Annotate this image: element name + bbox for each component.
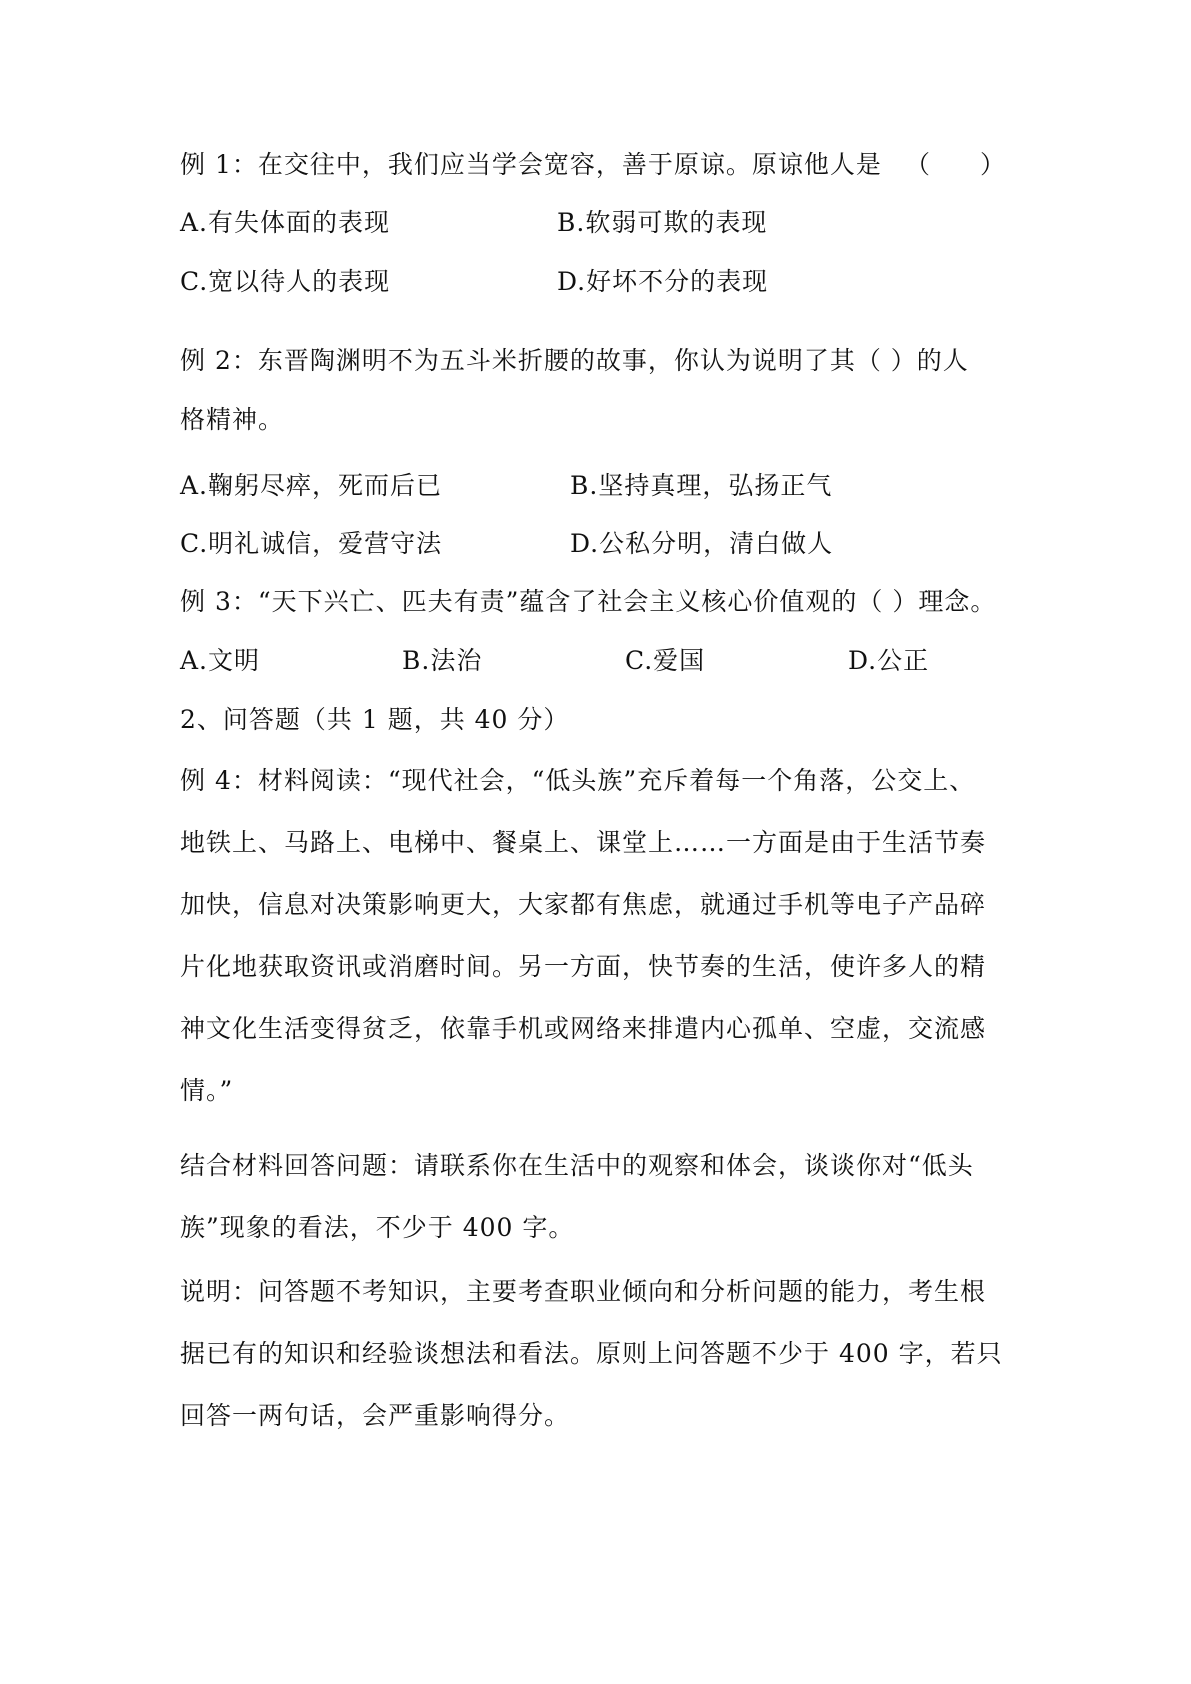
q2-option-c: C.明礼诚信，爱营守法 <box>180 529 443 558</box>
note-line: 说明：问答题不考知识，主要考查职业倾向和分析问题的能力，考生根 <box>180 1277 987 1306</box>
note-line: 回答一两句话，会严重影响得分。 <box>180 1401 571 1430</box>
q3-option-c: C.爱国 <box>625 646 706 675</box>
q1-option-c: C.宽以待人的表现 <box>180 267 391 296</box>
q4-question-line: 族”现象的看法，不少于 400 字。 <box>180 1213 575 1242</box>
section2-heading: 2、问答题（共 1 题，共 40 分） <box>180 705 570 734</box>
q3-option-d: D.公正 <box>848 646 930 675</box>
q3-stem: 例 3：“天下兴亡、匹夫有责”蕴含了社会主义核心价值观的（ ）理念。 <box>180 587 997 616</box>
q4-material-line: 情。” <box>180 1076 234 1105</box>
q4-material-line: 神文化生活变得贫乏，依靠手机或网络来排遣内心孤单、空虚，交流感 <box>180 1014 987 1043</box>
q2-stem-line2: 格精神。 <box>180 405 285 434</box>
q2-stem-line1: 例 2：东晋陶渊明不为五斗米折腰的故事，你认为说明了其（ ）的人 <box>180 346 969 375</box>
q2-option-d: D.公私分明，清白做人 <box>570 529 834 558</box>
q4-question-line: 结合材料回答问题：请联系你在生活中的观察和体会，谈谈你对“低头 <box>180 1151 974 1180</box>
q4-material-line: 片化地获取资讯或消磨时间。另一方面，快节奏的生活，使许多人的精 <box>180 952 987 981</box>
q4-material-line: 例 4：材料阅读：“现代社会，“低头族”充斥着每一个角落，公交上、 <box>180 766 976 795</box>
q1-stem: 例 1：在交往中，我们应当学会宽容，善于原谅。原谅他人是 <box>180 150 882 179</box>
q1-option-d: D.好坏不分的表现 <box>557 267 769 296</box>
note-line: 据已有的知识和经验谈想法和看法。原则上问答题不少于 400 字，若只 <box>180 1339 1003 1368</box>
q2-option-b: B.坚持真理，弘扬正气 <box>570 471 833 500</box>
q4-material-line: 加快，信息对决策影响更大，大家都有焦虑，就通过手机等电子产品碎 <box>180 890 987 919</box>
q1-option-a: A.有失体面的表现 <box>180 208 391 237</box>
q3-option-a: A.文明 <box>180 646 261 675</box>
q3-option-b: B.法治 <box>402 646 483 675</box>
q4-material-line: 地铁上、马路上、电梯中、餐桌上、课堂上……一方面是由于生活节奏 <box>180 828 987 857</box>
q1-option-b: B.软弱可欺的表现 <box>557 208 768 237</box>
q2-option-a: A.鞠躬尽瘁，死而后已 <box>180 471 443 500</box>
q1-answer-blank: （ ） <box>905 150 1006 179</box>
